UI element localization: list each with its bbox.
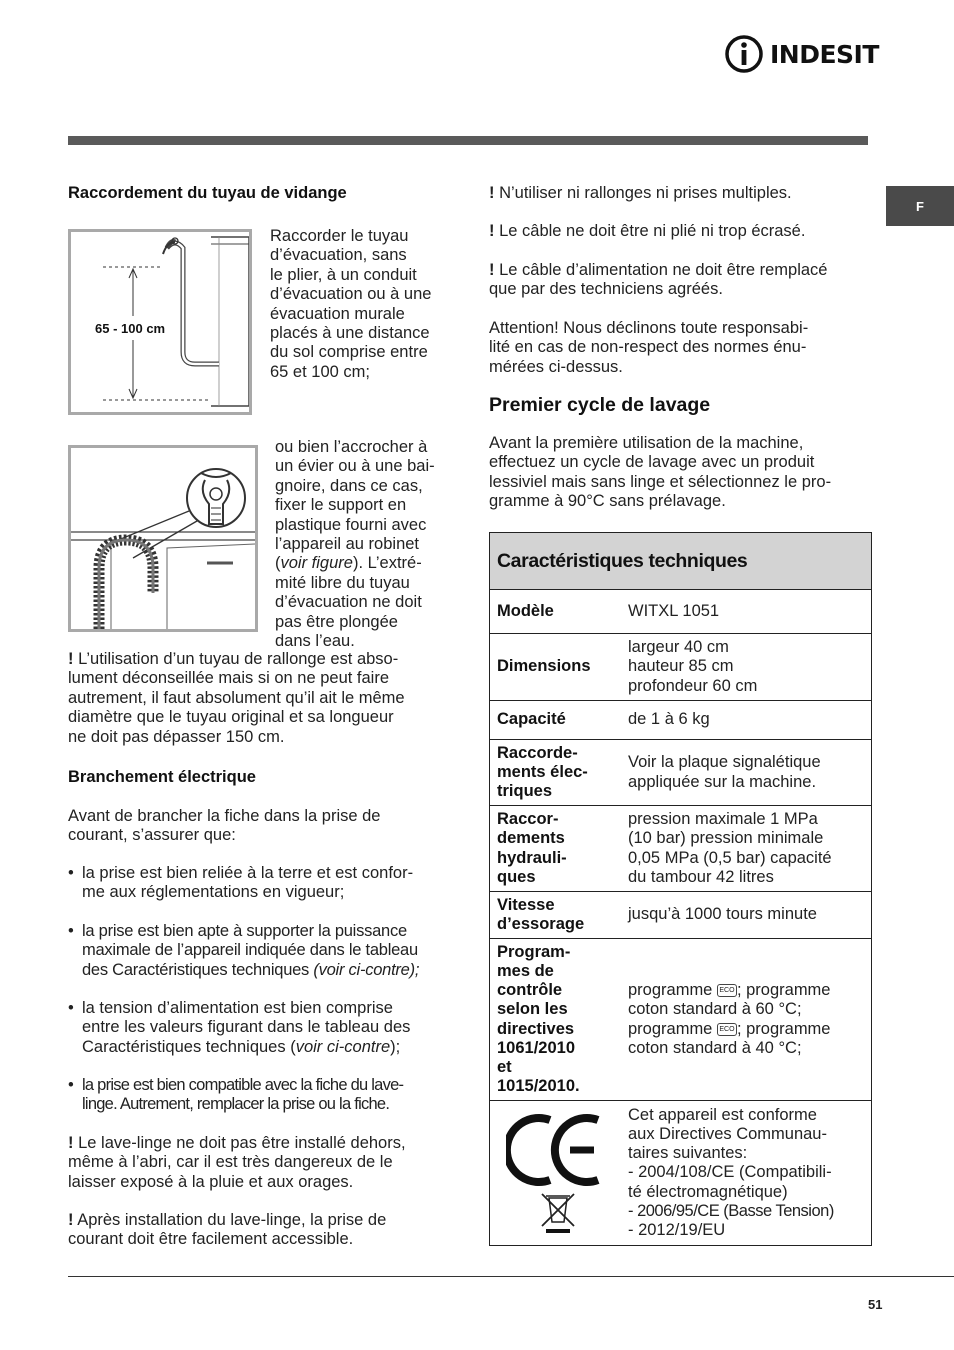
drain-height-figure <box>68 229 252 415</box>
bullet-earth: • la prise est bien reliée à la terre et est confor- me aux réglementations en vigueur; <box>68 864 414 902</box>
spec-row-electrical: Raccorde- ments élec- triques Voir la plaque signalétique appliquée sur la machine. <box>490 740 871 806</box>
warning-cable-bend: ! Le câble ne doit être ni plié ni trop écrasé. <box>489 222 806 240</box>
sink-hose-diagram <box>71 448 255 629</box>
first-wash-paragraph: Avant la première utilisation de la machine, effectuez un cycle de lavage avec un produit lessiviel mais sans linge et sélectionnez le pro- gramme à 90°C sans prélavage. <box>489 434 832 511</box>
spec-row-spin: Vitesse d’essorage jusqu’à 1000 tours minute <box>490 892 871 939</box>
warning-extensions: ! N’utiliser ni rallonges ni prises multiples. <box>489 184 792 202</box>
electrical-title: Branchement électrique <box>68 768 256 786</box>
bullet-plug: • la prise est bien compatible avec la fiche du lave- linge. Autrement, remplacer la prise ou la fiche. <box>68 1076 404 1114</box>
brand-name: INDESIT <box>770 39 879 69</box>
header-rule <box>68 136 868 145</box>
spec-table-title: Caractéristiques techniques <box>490 533 871 590</box>
eco-program-icon: ECO <box>717 1023 737 1036</box>
spec-row-test-programs: Program- mes de contrôle selon les directives 1061/2010 et 1015/2010. programme ECO ; programme coton standard à 60 °C; programme ECO ; programme coton standard à 40 °C; <box>490 939 871 1101</box>
sink-hook-figure <box>68 445 258 632</box>
outdoor-warning: ! Le lave-linge ne doit pas être installé dehors, même à l’abri, car il est très dangereux de le laisser exposé à la pluie et aux orages. <box>68 1134 406 1191</box>
spec-row-compliance: Cet appareil est conforme aux Directives Communau- taires suivantes: - 2004/108/CE (Compatibili- té électromagnétique) - 2006/95/CE (Basse Tension) - 2012/19/EU <box>490 1101 871 1245</box>
spec-table <box>489 532 872 1246</box>
spec-row-hydraulic: Raccor- dements hydrauli- ques pression maximale 1 MPa (10 bar) pression minimale 0,05 MPa (0,5 bar) capacité du tambour 42 litres <box>490 806 871 892</box>
extension-warning: ! L’utilisation d’un tuyau de rallonge est abso- lument déconseillée mais si on ne peut faire autrement, il faut absolument qu’il ait le même diamètre que le tuyau original et sa longueur ne doit pas dépasser 150 cm. <box>68 650 405 746</box>
drain-title: Raccordement du tuyau de vidange <box>68 184 347 202</box>
drain-paragraph-2: ou bien l’accrocher à un évier ou à une bai- gnoire, dans ce cas, fixer le support en plastique fourni avec l’appareil au robinet (voir figure). L’extré- mité libre du tuyau d’évacuation ne doit pas être plongée dans l’eau. <box>275 438 435 651</box>
warning-cable-replace: ! Le câble d’alimentation ne doit être remplacé que par des techniciens agréés. <box>489 261 828 299</box>
indesit-emblem-icon <box>724 34 764 74</box>
spec-row-capacity: Capacité de 1 à 6 kg <box>490 701 871 740</box>
accessible-warning: ! Après installation du lave-linge, la prise de courant doit être facilement accessible. <box>68 1211 387 1249</box>
indesit-logo <box>724 33 889 75</box>
first-wash-title: Premier cycle de lavage <box>489 394 711 416</box>
footer-rule <box>68 1276 954 1277</box>
language-tab: F <box>886 186 954 226</box>
ce-weee-icon <box>506 1108 606 1238</box>
bullet-power: • la prise est bien apte à supporter la puissance maximale de l’appareil indiquée dans le tableau des Caractéristiques techniques (voir ci-contre); <box>68 922 420 979</box>
bullet-voltage: • la tension d’alimentation est bien comprise entre les valeurs figurant dans le tableau des Caractéristiques techniques (voir ci-contre); <box>68 999 411 1056</box>
attention-paragraph: Attention! Nous déclinons toute responsabi- lité en cas de non-respect des normes énu- mérées ci-dessus. <box>489 319 809 376</box>
spec-row-model: Modèle WITXL 1051 <box>490 590 871 634</box>
spec-row-dimensions: Dimensions largeur 40 cm hauteur 85 cm profondeur 60 cm <box>490 634 871 701</box>
page-number: 51 <box>868 1297 883 1312</box>
eco-program-icon: ECO <box>717 984 737 997</box>
height-range-label: 65 - 100 cm <box>95 321 166 336</box>
electrical-intro: Avant de brancher la fiche dans la prise de courant, s’assurer que: <box>68 807 381 845</box>
drain-paragraph-1: Raccorder le tuyau d’évacuation, sans le plier, à un conduit d’évacuation ou à une évacuation murale placés à une distance du sol comprise entre 65 et 100 cm; <box>270 227 432 381</box>
